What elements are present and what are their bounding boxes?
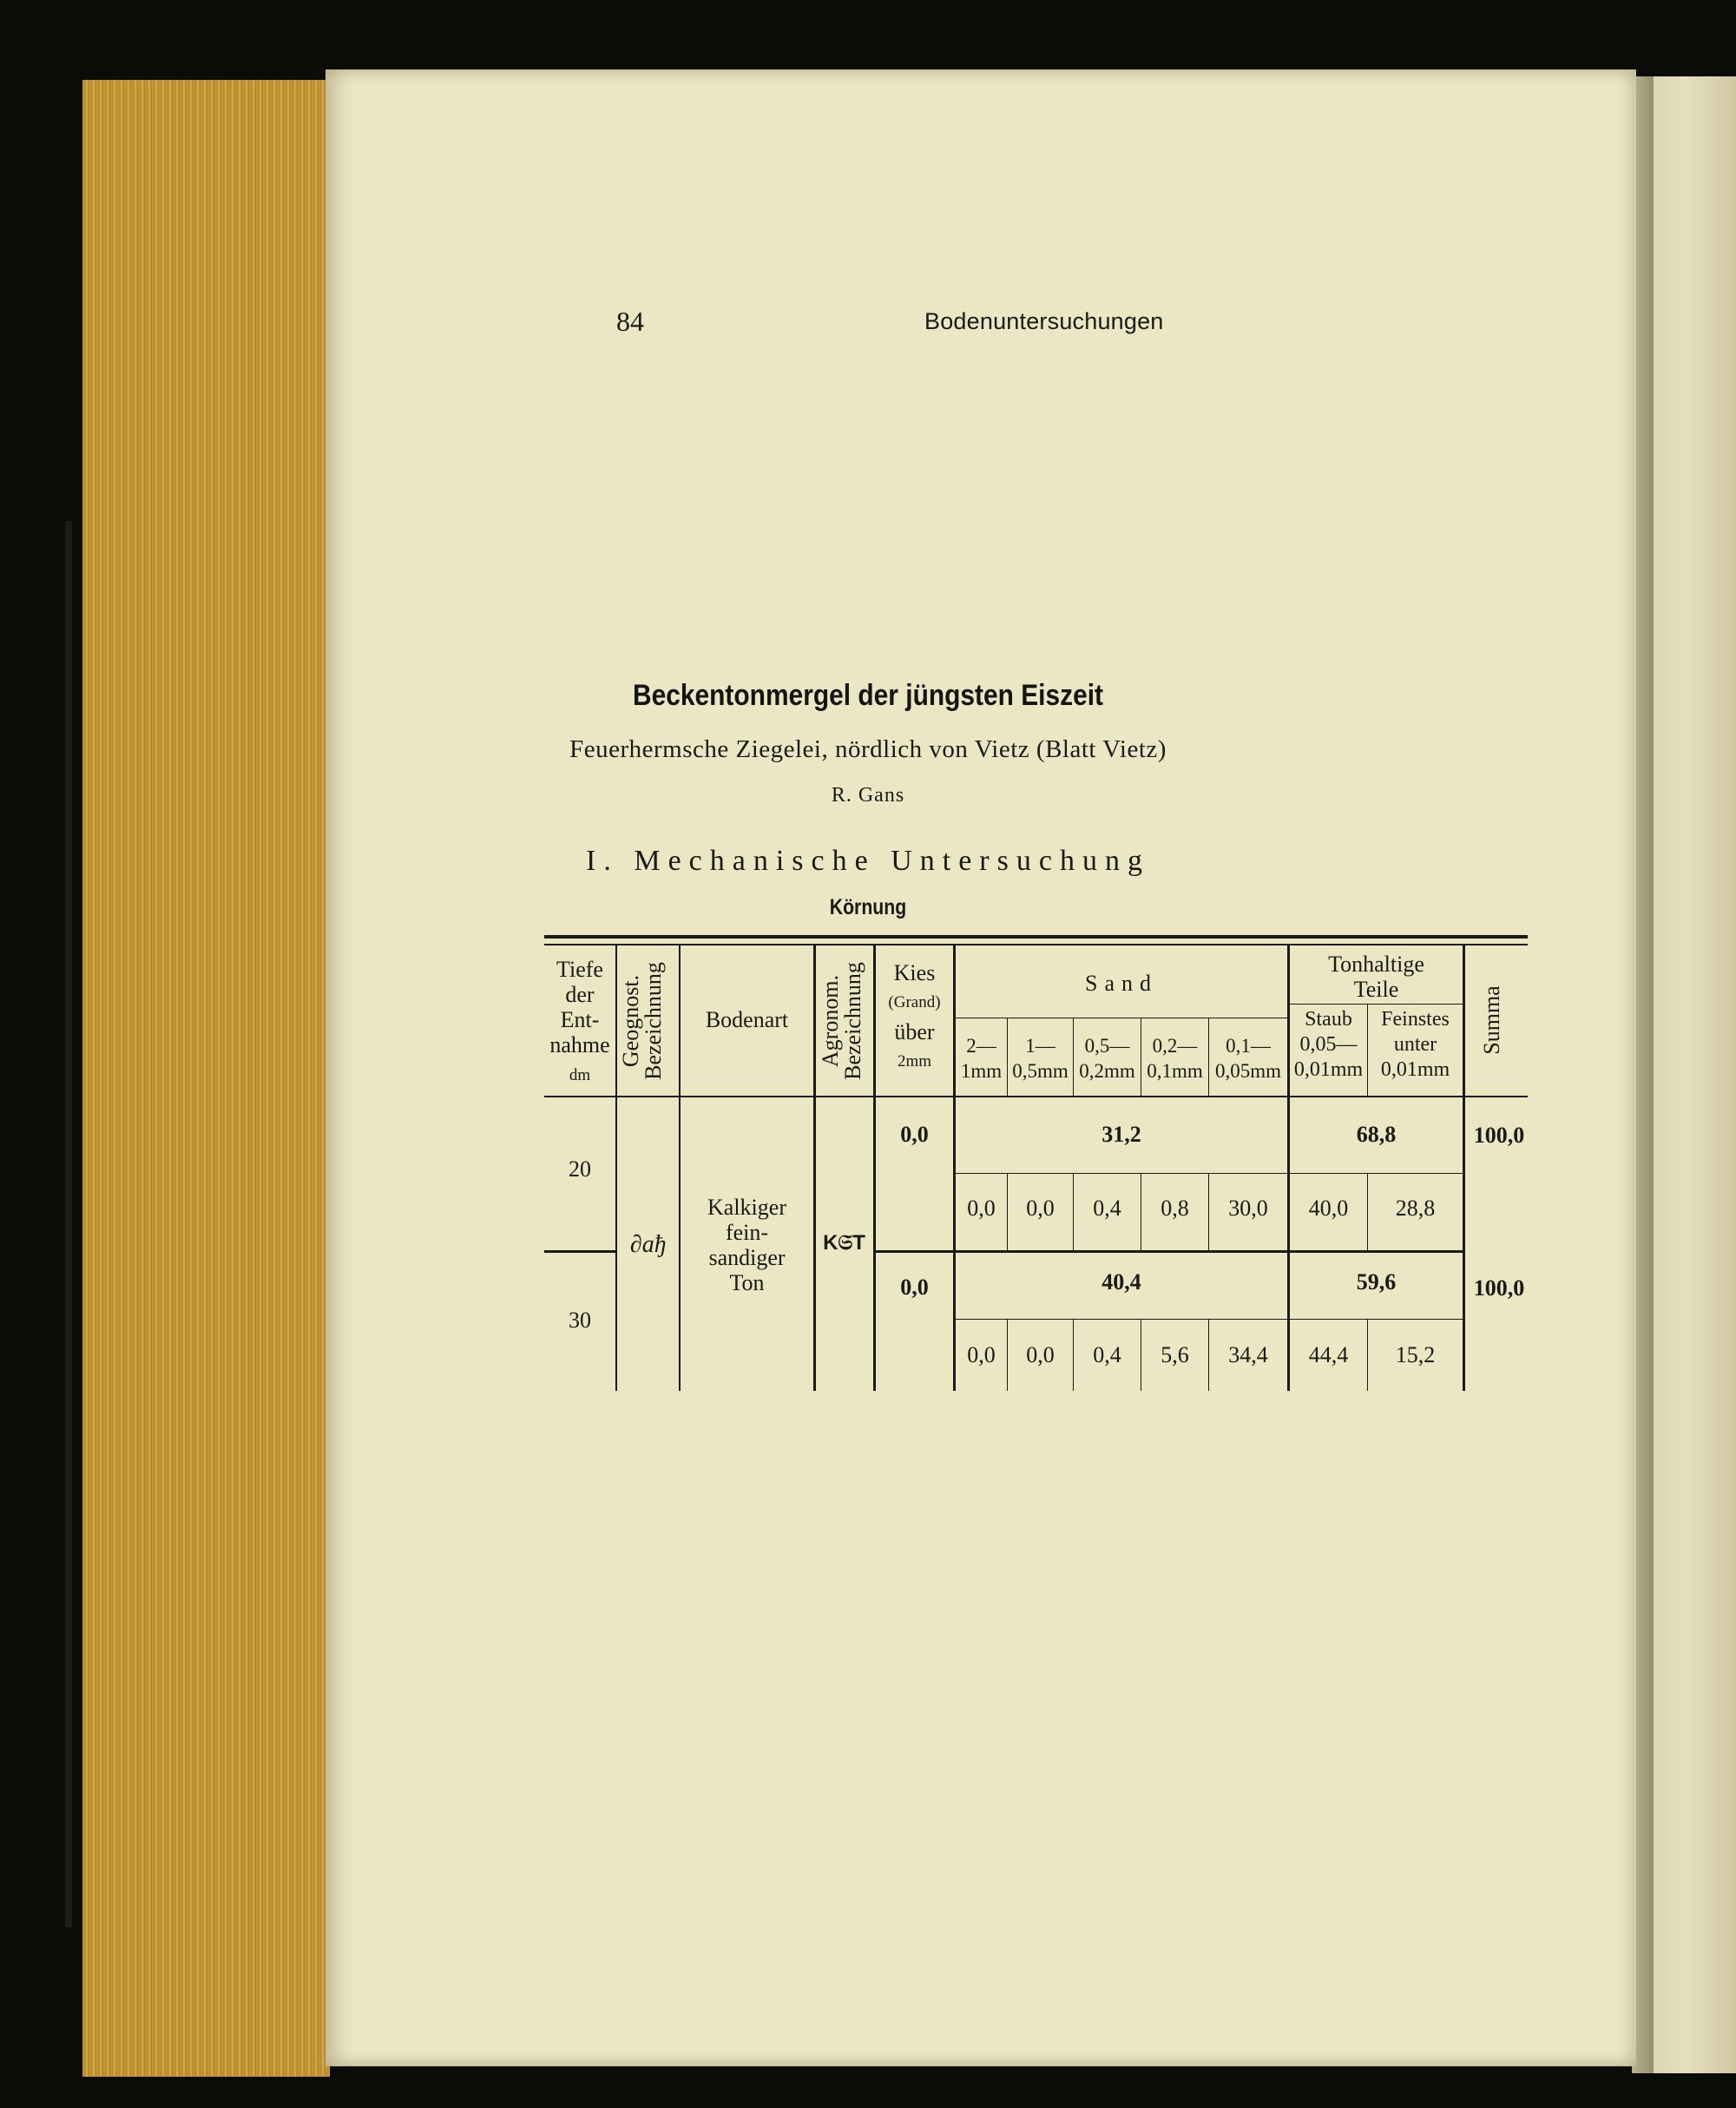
sand-value: 0,0 xyxy=(967,1342,996,1367)
header-sand-col5 xyxy=(1209,1033,1287,1084)
author: R. Gans xyxy=(831,784,905,807)
running-title: Bodenuntersuchungen xyxy=(924,308,1164,334)
header-agronom-line: Bezeichnung xyxy=(840,962,865,1080)
header-sand-col2 xyxy=(1008,1033,1073,1084)
ton-col-line: 0,01mm xyxy=(1293,1058,1364,1081)
bodenart-line: sandiger xyxy=(708,1245,786,1270)
header-geognost-line: Geognost. xyxy=(618,974,643,1068)
sand-col-line: 2— xyxy=(966,1035,996,1057)
table-top-rule xyxy=(544,935,1528,939)
sand-value: 0,4 xyxy=(1093,1196,1121,1221)
header-geognost-line: Bezeichnung xyxy=(641,962,666,1080)
header-sand-col3 xyxy=(1074,1033,1141,1084)
depth-value: 20 xyxy=(569,1156,591,1182)
sand-col-line: 0,2— xyxy=(1152,1035,1198,1057)
header-ton-line: Teile xyxy=(1353,977,1399,1002)
sand-value: 30,0 xyxy=(1228,1196,1268,1221)
sand-col-line: 0,1mm xyxy=(1147,1060,1203,1082)
page-edges-left xyxy=(82,80,330,2077)
table-top-rule-thin xyxy=(544,944,1528,945)
sand-value: 0,8 xyxy=(1161,1196,1189,1221)
sand-value: 5,6 xyxy=(1161,1342,1189,1367)
ton-total: 68,8 xyxy=(1356,1122,1397,1147)
vline-col3 xyxy=(813,945,816,1391)
page-title: Beckentonmergel der jüngsten Eiszeit xyxy=(632,679,1104,712)
header-kies-line: über xyxy=(894,1019,935,1044)
kies-value: 0,0 xyxy=(900,1122,929,1147)
sand-col-line: 0,1— xyxy=(1226,1035,1271,1057)
header-ton-line: Tonhaltige xyxy=(1328,952,1424,977)
row2-subline xyxy=(956,1319,1463,1320)
next-page-edge xyxy=(1654,76,1736,2073)
sand-value: 0,0 xyxy=(1026,1196,1055,1221)
page-number: 84 xyxy=(616,306,644,337)
ton-header-rule xyxy=(1290,1004,1463,1005)
bodenart-value xyxy=(681,1195,813,1295)
ton-col-line: Staub xyxy=(1305,1008,1352,1031)
bodenart-line: Ton xyxy=(729,1270,765,1295)
sand-total: 31,2 xyxy=(1101,1122,1141,1147)
header-kies xyxy=(876,958,953,1077)
header-tiefe-line: nahme xyxy=(549,1032,610,1057)
row-separator-right xyxy=(876,1250,1463,1253)
sand-value: 0,0 xyxy=(967,1196,996,1221)
vline-col5 xyxy=(953,945,956,1391)
header-tiefe-line: der xyxy=(565,982,595,1007)
header-bodenart: Bodenart xyxy=(705,1007,789,1032)
ton-col-line: 0,01mm xyxy=(1380,1058,1450,1081)
sand-value: 0,0 xyxy=(1026,1342,1055,1367)
vline-col7 xyxy=(1463,945,1465,1391)
ton-value: 40,0 xyxy=(1308,1196,1349,1221)
depth-value: 30 xyxy=(569,1308,591,1333)
bodenart-line: fein- xyxy=(725,1220,769,1245)
sand-value: 0,4 xyxy=(1093,1342,1121,1367)
header-ton xyxy=(1290,952,1463,1002)
header-tiefe xyxy=(544,957,615,1088)
header-agronom xyxy=(819,955,868,1087)
agronom-value: K𝔖T xyxy=(823,1231,865,1255)
header-geognost xyxy=(620,955,668,1087)
header-ton-staub xyxy=(1290,1007,1367,1083)
header-tiefe-unit: dm xyxy=(569,1066,591,1084)
ton-value: 15,2 xyxy=(1395,1342,1436,1367)
subtitle: Feuerhermsche Ziegelei, nördlich von Vietz (Blatt Vietz) xyxy=(569,735,1167,763)
section-subheading: Körnung xyxy=(829,895,907,919)
sand-total: 40,4 xyxy=(1101,1269,1141,1294)
ton-col-line: unter xyxy=(1393,1033,1437,1056)
header-ton-feinstes xyxy=(1368,1007,1463,1083)
section-heading: I. Mechanische Untersuchung xyxy=(586,845,1150,877)
sand-col-line: 0,5— xyxy=(1084,1035,1130,1057)
vline-col1 xyxy=(615,945,617,1391)
bodenart-line: Kalkiger xyxy=(707,1195,786,1220)
sand-col-line: 1— xyxy=(1025,1035,1055,1057)
summa-value: 100,0 xyxy=(1473,1275,1525,1301)
ton-value: 44,4 xyxy=(1308,1342,1349,1367)
sand-value: 34,4 xyxy=(1228,1342,1268,1367)
header-tiefe-line: Ent- xyxy=(560,1007,600,1032)
header-sand-col1 xyxy=(956,1033,1007,1084)
header-agronom-line: Agronom. xyxy=(818,974,843,1068)
sand-col-line: 0,5mm xyxy=(1012,1060,1069,1082)
header-summa: Summa xyxy=(1479,985,1504,1055)
header-kies-line: (Grand) xyxy=(888,993,941,1011)
row1-subline xyxy=(956,1173,1463,1174)
header-sand-col4 xyxy=(1141,1033,1208,1084)
ton-col-line: 0,05— xyxy=(1299,1033,1358,1056)
header-separator xyxy=(544,1096,1528,1097)
sand-col-line: 0,2mm xyxy=(1079,1060,1135,1082)
ton-col-line: Feinstes xyxy=(1381,1008,1450,1031)
book-spine xyxy=(65,521,72,1927)
kies-value: 0,0 xyxy=(900,1275,929,1300)
header-kies-line: 2mm xyxy=(897,1052,932,1070)
header-tiefe-line: Tiefe xyxy=(556,957,603,982)
header-sand: Sand xyxy=(1085,971,1158,996)
summa-value: 100,0 xyxy=(1473,1123,1525,1148)
row-separator xyxy=(544,1250,615,1253)
header-kies-line: Kies xyxy=(893,960,936,985)
ton-total: 59,6 xyxy=(1356,1269,1397,1294)
geognost-value: ∂aђ xyxy=(629,1231,667,1258)
sand-col-line: 0,05mm xyxy=(1214,1060,1282,1082)
ton-value: 28,8 xyxy=(1395,1196,1436,1221)
sand-col-line: 1mm xyxy=(960,1060,1003,1082)
